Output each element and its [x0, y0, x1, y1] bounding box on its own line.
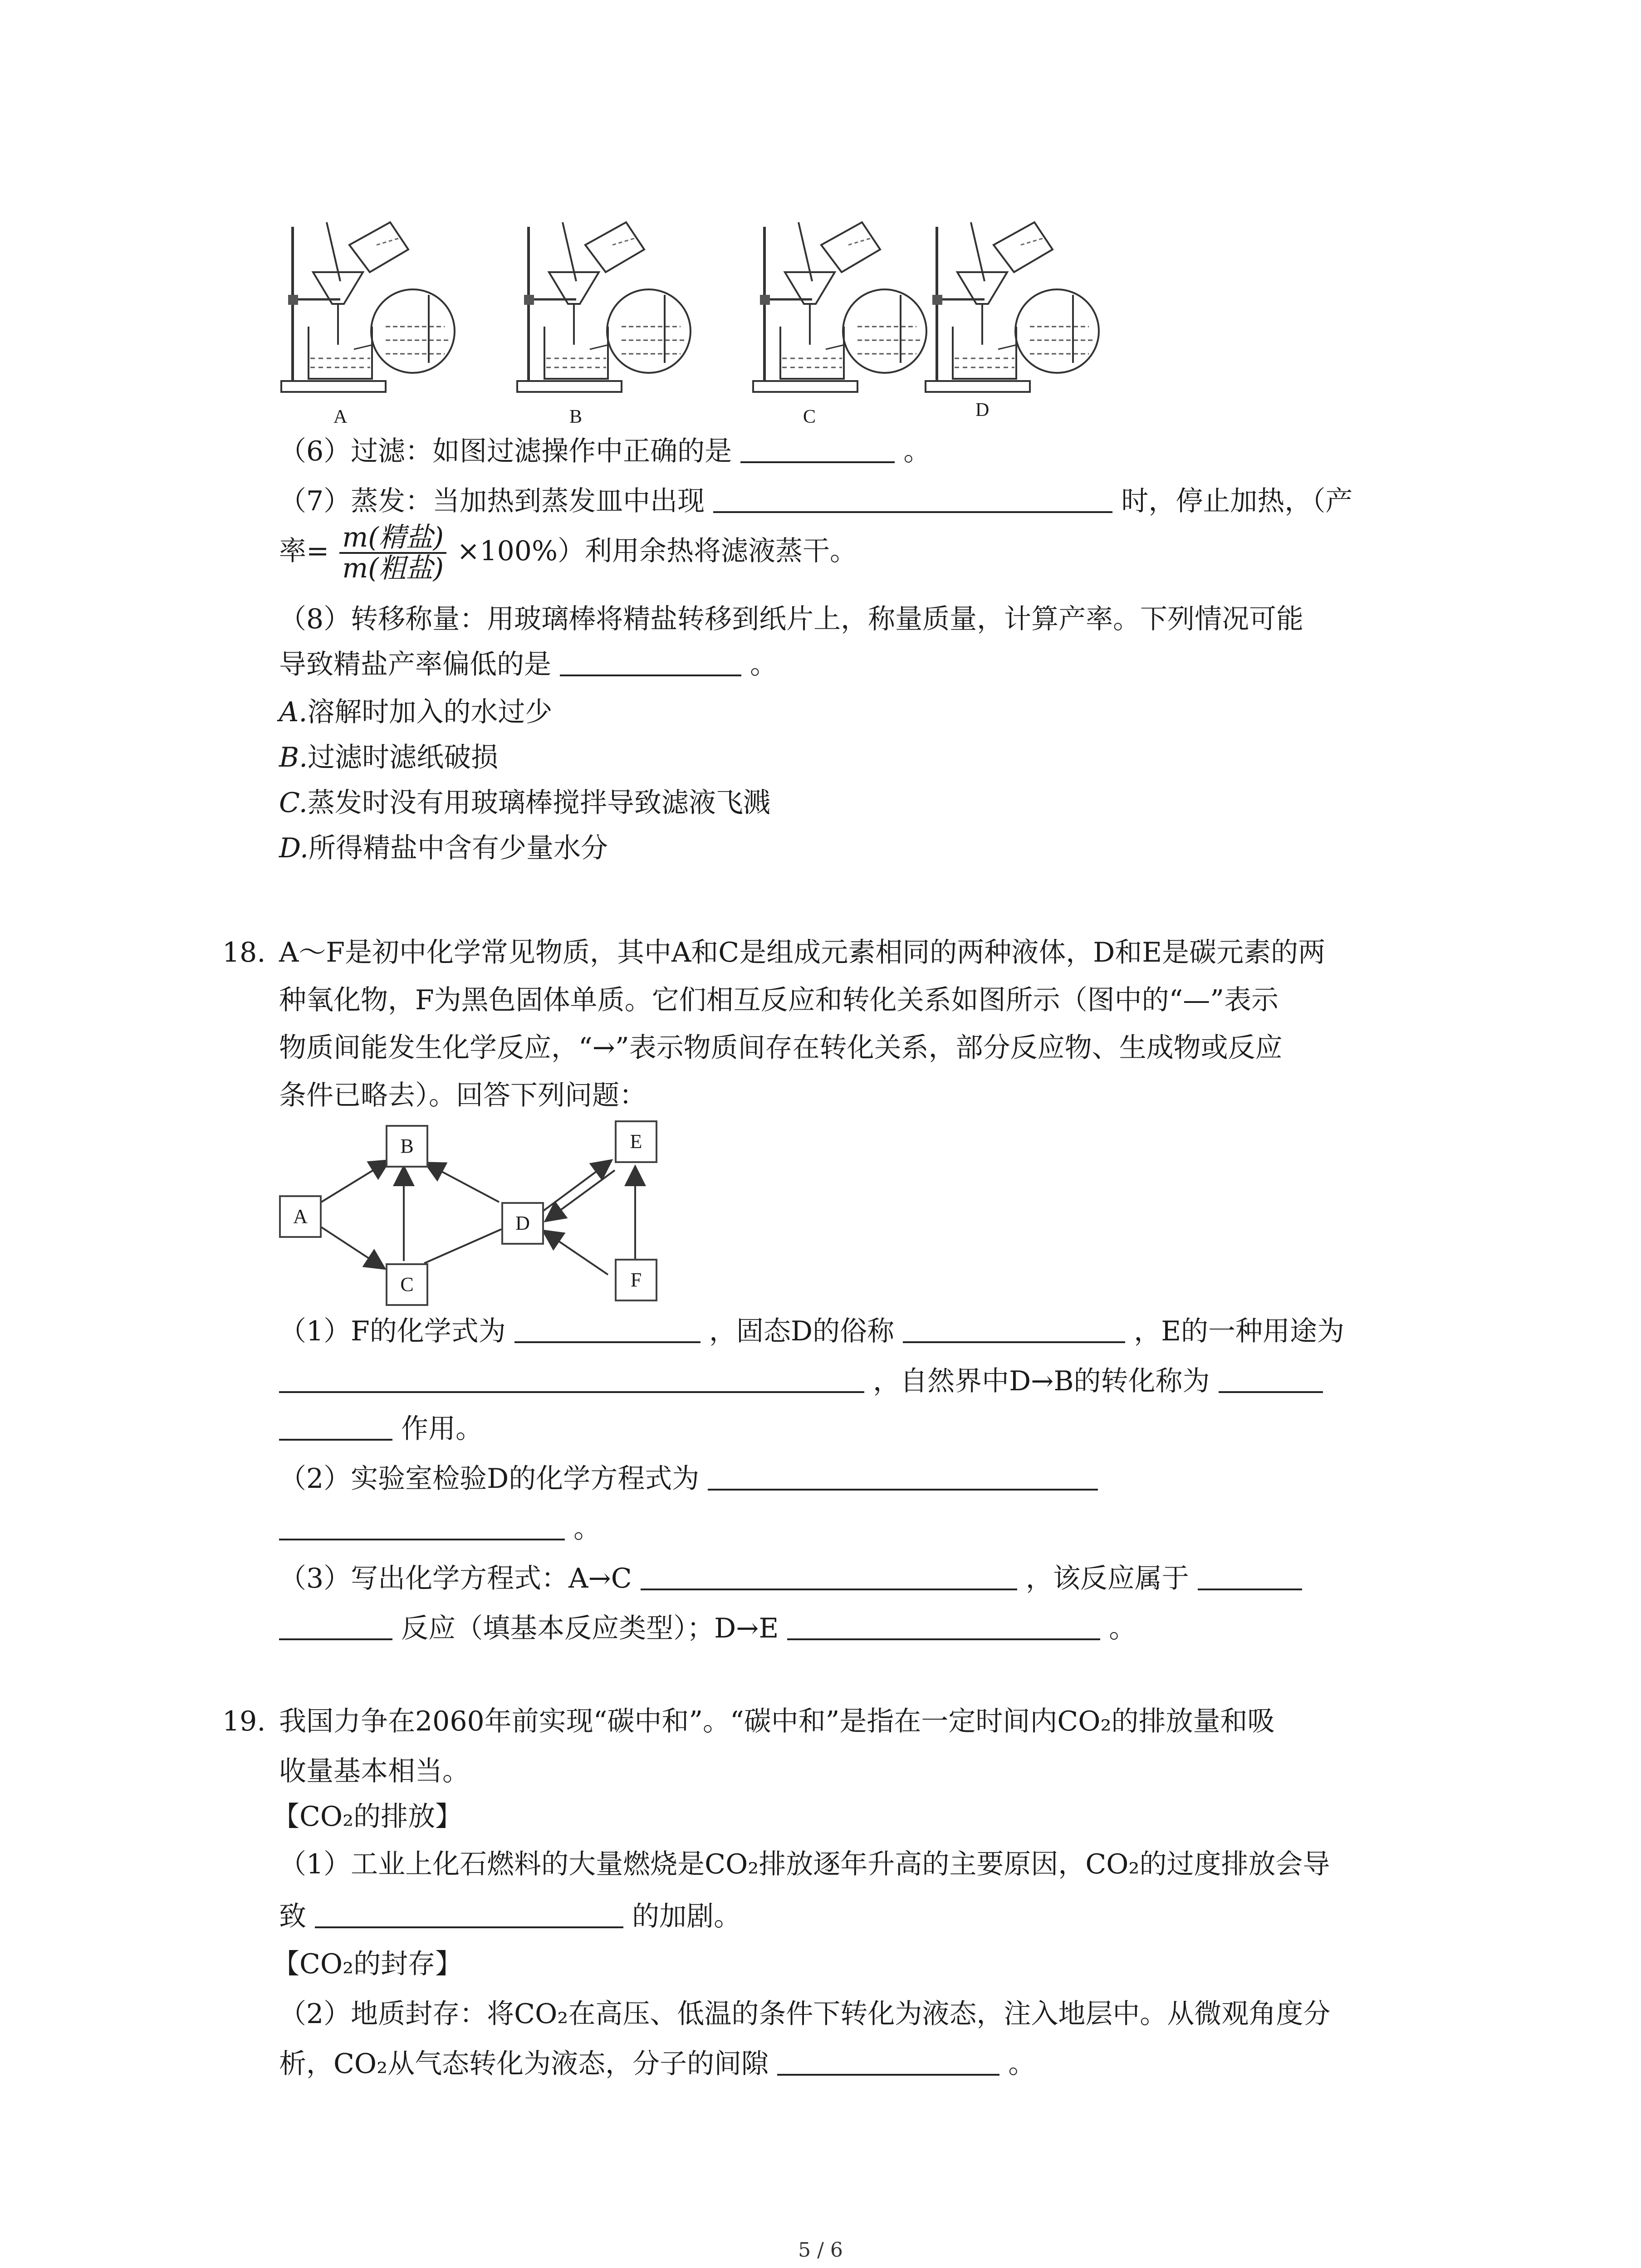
q18-number: 18.	[222, 937, 266, 968]
apparatus-label-d: D	[975, 400, 989, 420]
option-text: 蒸发时没有用玻璃棒搅拌导致滤液飞溅	[307, 787, 770, 819]
q17-p7-text: （7）蒸发：当加热到蒸发皿中出现	[279, 485, 705, 517]
q19-p1-answer-blank[interactable]	[315, 1898, 623, 1928]
q18-p3-text-b: ，该反应属于	[1025, 1563, 1189, 1594]
fraction-denominator: m(粗盐)	[342, 552, 444, 585]
apparatus-label-a: A	[333, 406, 348, 427]
q18-p2-text-b: 。	[573, 1513, 601, 1545]
q19-p1-text-c: 的加剧。	[632, 1901, 741, 1932]
q18-p1-text-e: 作用。	[401, 1413, 483, 1445]
apparatus-label-b: B	[569, 406, 583, 427]
q19-p2-answer-blank[interactable]	[777, 2046, 999, 2076]
q18-part2-line1	[279, 1461, 1098, 1497]
q18-p1-text-a: （1）F的化学式为	[279, 1315, 506, 1347]
q18-stem-line4: 条件已略去）。回答下列问题：	[279, 1080, 647, 1111]
q19-part2-line1: （2）地质封存：将CO₂在高压、低温的条件下转化为液态，注入地层中。从微观角度分	[279, 1998, 1331, 2030]
q18-p1-text-b: ，固态D的俗称	[709, 1315, 895, 1347]
q19-heading-storage: 【CO₂的封存】	[272, 1948, 463, 1980]
q18-p3-blank-1[interactable]	[641, 1560, 1017, 1590]
q17-p6-answer-blank[interactable]	[740, 433, 895, 463]
q19-p2-text-c: 。	[1008, 2048, 1036, 2080]
option-letter: B.	[279, 742, 308, 773]
q18-p2-blank-1[interactable]	[708, 1461, 1098, 1491]
q18-p1-blank-4a[interactable]	[1219, 1363, 1323, 1393]
q17-p7-suffix: 时，停止加热，（产	[1121, 485, 1353, 517]
node-a: A	[279, 1195, 322, 1238]
page-number: 5 / 6	[798, 2239, 843, 2262]
q18-p3-blank-2b[interactable]	[279, 1610, 392, 1640]
filtration-apparatus-figure	[272, 213, 1134, 431]
q18-p3-text-a: （3）写出化学方程式：A→C	[279, 1563, 632, 1594]
option-b	[279, 739, 498, 776]
q18-p1-blank-2[interactable]	[903, 1313, 1125, 1343]
node-b: B	[386, 1125, 428, 1168]
option-letter: C.	[279, 787, 308, 819]
q17-p6-suffix: 。	[903, 435, 931, 467]
option-c	[279, 785, 770, 821]
q18-stem-line2: 种氧化物，F为黑色固体单质。它们相互反应和转化关系如图所示（图中的“—”表示	[279, 984, 1279, 1016]
option-letter: A.	[279, 696, 308, 728]
q18-p1-text-d: ，自然界中D→B的转化称为	[873, 1365, 1210, 1397]
q19-p1-text-b: 致	[279, 1901, 306, 1932]
q18-p3-blank-2a[interactable]	[1198, 1560, 1302, 1590]
q19-heading-emission: 【CO₂的排放】	[272, 1801, 463, 1833]
q17-part7-line2	[279, 522, 857, 583]
q18-p1-text-c: ，E的一种用途为	[1134, 1315, 1345, 1347]
q19-part2-line2	[279, 2046, 1035, 2082]
q19-part1-line1: （1）工业上化石燃料的大量燃烧是CO₂排放逐年升高的主要原因，CO₂的过度排放会导	[279, 1848, 1330, 1880]
q18-part3-line1	[279, 1560, 1302, 1597]
q18-stem-line1: A～F是初中化学常见物质，其中A和C是组成元素相同的两种液体，D和E是碳元素的两	[279, 937, 1326, 968]
option-text: 所得精盐中含有少量水分	[309, 832, 608, 864]
q19-number: 19.	[222, 1706, 266, 1737]
option-a	[279, 694, 552, 730]
q18-p1-blank-3[interactable]	[279, 1363, 864, 1393]
option-text: 过滤时滤纸破损	[308, 742, 499, 773]
q17-part8-line1	[279, 601, 1303, 637]
yield-fraction	[339, 523, 446, 583]
q17-part7-line1	[279, 483, 1352, 519]
q18-p1-blank-4b[interactable]	[279, 1411, 392, 1441]
apparatus-label-c: C	[803, 406, 816, 427]
q17-p8-text2: 导致精盐产率偏低的是	[279, 649, 551, 680]
fraction-numerator: m(精盐)	[339, 523, 446, 554]
q19-stem-line2: 收量基本相当。	[279, 1755, 470, 1787]
q18-p3-blank-3[interactable]	[787, 1610, 1100, 1640]
q18-part1-line3	[279, 1411, 483, 1447]
q19-stem-line1: 我国力争在2060年前实现“碳中和”。“碳中和”是指在一定时间内CO₂的排放量和吸	[279, 1706, 1275, 1737]
option-d	[279, 830, 608, 866]
q18-stem-line3: 物质间能发生化学反应，“→”表示物质间存在转化关系，部分反应物、生成物或反应	[279, 1032, 1283, 1064]
node-c: C	[386, 1263, 428, 1306]
q18-part1-line1	[279, 1313, 1344, 1349]
q17-part8-line2	[279, 646, 777, 683]
q17-p7-line2-text: ×100%）利用余热将滤液蒸干。	[457, 535, 857, 567]
q18-p3-text-d: 。	[1109, 1613, 1136, 1644]
q18-p2-blank-2[interactable]	[279, 1510, 565, 1540]
q17-part6	[279, 433, 931, 469]
q18-part2-line2	[279, 1510, 601, 1547]
q19-p2-text-b: 析，CO₂从气态转化为液态，分子的间隙	[279, 2048, 769, 2080]
yield-label: 率=	[279, 535, 329, 567]
node-d: D	[501, 1202, 544, 1245]
q17-p6-text: （6）过滤：如图过滤操作中正确的是	[279, 435, 732, 467]
option-letter: D.	[279, 832, 309, 864]
q18-p3-text-c: 反应（填基本反应类型）；D→E	[401, 1613, 779, 1644]
q18-part1-line2	[279, 1363, 1323, 1399]
node-f: F	[615, 1259, 657, 1301]
q17-p7-answer-blank[interactable]	[713, 483, 1112, 513]
q17-p8-suffix: 。	[750, 649, 778, 680]
q17-p8-text: （8）转移称量：用玻璃棒将精盐转移到纸片上，称量质量，计算产率。下列情况可能	[279, 603, 1304, 635]
q18-p2-text-a: （2）实验室检验D的化学方程式为	[279, 1463, 700, 1495]
q17-p8-answer-blank[interactable]	[560, 646, 741, 676]
q18-part3-line2	[279, 1610, 1136, 1647]
node-e: E	[615, 1120, 657, 1163]
q19-part1-line2	[279, 1898, 741, 1935]
q18-p1-blank-1[interactable]	[514, 1313, 700, 1343]
option-text: 溶解时加入的水过少	[307, 696, 553, 728]
